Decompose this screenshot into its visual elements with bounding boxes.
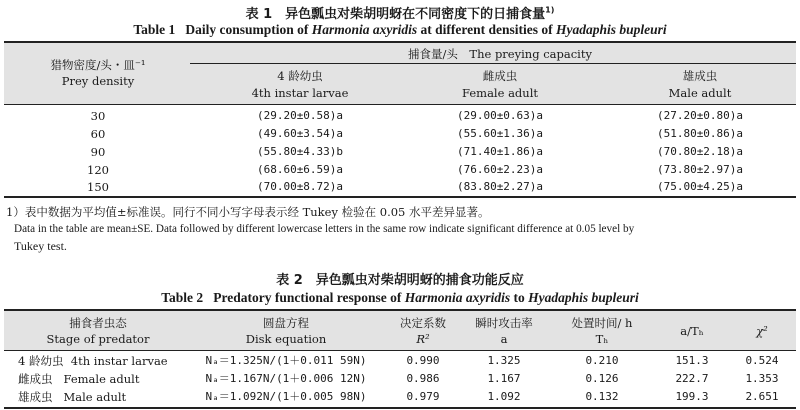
stage-cell: 雌成虫 Female adult bbox=[18, 372, 140, 386]
a-th-header: a/Tₕ bbox=[680, 324, 704, 338]
r2-header-cn: 决定系数 bbox=[400, 316, 446, 330]
density-cell: 60 bbox=[90, 127, 106, 141]
equation-cell: Nₐ＝1.167N/(1＋0.006 12N) bbox=[205, 372, 367, 385]
prey-density-header-en: Prey density bbox=[61, 74, 135, 88]
chi2-header: χ² bbox=[756, 324, 768, 338]
handling-time-cell: 0.126 bbox=[585, 372, 619, 385]
a-th-cell: 151.3 bbox=[675, 354, 709, 367]
stage-cell: 4 龄幼虫 4th instar larvae bbox=[18, 354, 168, 368]
handling-time-header-cn: 处置时间/ h bbox=[571, 316, 633, 330]
r2-cell: 0.986 bbox=[406, 372, 440, 385]
table1-capacity-rule bbox=[190, 63, 796, 64]
r2-cell: 0.990 bbox=[406, 354, 440, 367]
col-header-female-en: Female adult bbox=[462, 86, 538, 100]
equation-cell: Nₐ＝1.325N/(1＋0.011 59N) bbox=[205, 354, 367, 367]
r2-header-en: R² bbox=[416, 332, 430, 346]
chi2-cell: 1.353 bbox=[745, 372, 779, 385]
female-cell: (29.00±0.63)a bbox=[456, 109, 544, 122]
table1-caption-en: Table 1 Daily consumption of Harmonia axyridis at different densities of Hyadaphis bupleuri bbox=[133, 22, 667, 37]
male-cell: (73.80±2.97)a bbox=[656, 163, 744, 176]
table1-bottom-rule bbox=[4, 196, 796, 198]
male-cell: (51.80±0.86)a bbox=[656, 127, 744, 140]
stage-header-cn: 捕食者虫态 bbox=[69, 316, 127, 330]
handling-time-cell: 0.210 bbox=[585, 354, 619, 367]
col-header-larvae-cn: 4 龄幼虫 bbox=[277, 69, 323, 83]
larvae-cell: (49.60±3.54)a bbox=[256, 127, 344, 140]
col-header-larvae-en: 4th instar larvae bbox=[251, 86, 349, 100]
chi2-cell: 2.651 bbox=[745, 390, 779, 403]
attack-rate-cell: 1.325 bbox=[487, 354, 521, 367]
col-header-male-en: Male adult bbox=[668, 86, 732, 100]
stage-header-en: Stage of predator bbox=[46, 332, 150, 346]
female-cell: (83.80±2.27)a bbox=[456, 180, 544, 193]
density-cell: 120 bbox=[87, 163, 109, 177]
female-cell: (76.60±2.23)a bbox=[456, 163, 544, 176]
table1-note-cn: 1）表中数据为平均值±标准误。同行不同小写字母表示经 Tukey 检验在 0.05 水平差异显著。 bbox=[6, 205, 490, 219]
larvae-cell: (29.20±0.58)a bbox=[256, 109, 344, 122]
female-cell: (55.60±1.36)a bbox=[456, 127, 544, 140]
a-th-cell: 222.7 bbox=[675, 372, 709, 385]
attack-rate-cell: 1.092 bbox=[487, 390, 521, 403]
col-header-female-cn: 雌成虫 bbox=[482, 69, 518, 83]
attack-rate-header-en: a bbox=[500, 332, 508, 346]
table1-top-rule bbox=[4, 41, 796, 43]
attack-rate-header-cn: 瞬时攻击率 bbox=[475, 316, 533, 330]
larvae-cell: (70.00±8.72)a bbox=[256, 180, 344, 193]
col-header-male-cn: 雄成虫 bbox=[682, 69, 718, 83]
a-th-cell: 199.3 bbox=[675, 390, 709, 403]
attack-rate-cell: 1.167 bbox=[487, 372, 521, 385]
equation-header-en: Disk equation bbox=[245, 332, 327, 346]
table1-note-en-line1: Data in the table are mean±SE. Data followed by different lowercase letters in the same row indicate significant difference at 0.05 level by bbox=[14, 223, 635, 235]
table2-header-rule bbox=[4, 350, 796, 351]
male-cell: (70.80±2.18)a bbox=[656, 145, 744, 158]
male-cell: (27.20±0.80)a bbox=[656, 109, 744, 122]
r2-cell: 0.979 bbox=[406, 390, 440, 403]
table2-top-rule bbox=[4, 309, 796, 311]
table2-bottom-rule bbox=[4, 407, 796, 409]
stage-cell: 雄成虫 Male adult bbox=[18, 390, 127, 404]
table1-header-rule bbox=[4, 104, 796, 105]
female-cell: (71.40±1.86)a bbox=[456, 145, 544, 158]
equation-cell: Nₐ＝1.092N/(1＋0.005 98N) bbox=[205, 390, 367, 403]
larvae-cell: (68.60±6.59)a bbox=[256, 163, 344, 176]
handling-time-header-en: Tₕ bbox=[595, 332, 609, 346]
prey-density-header-cn: 猎物密度/头・皿⁻¹ bbox=[50, 58, 146, 72]
table2-caption-en: Table 2 Predatory functional response of Harmonia axyridis to Hyadaphis bupleuri bbox=[161, 290, 639, 305]
preying-capacity-header: 捕食量/头 The preying capacity bbox=[408, 47, 592, 61]
table1-caption-cn: 表 1 异色瓢虫对柴胡明蚜在不同密度下的日捕食量$^{1)}$ bbox=[245, 5, 555, 22]
density-cell: 30 bbox=[90, 109, 106, 123]
handling-time-cell: 0.132 bbox=[585, 390, 619, 403]
table2-caption-cn: 表 2 异色瓢虫对柴胡明蚜的捕食功能反应 bbox=[276, 273, 524, 288]
male-cell: (75.00±4.25)a bbox=[656, 180, 744, 193]
larvae-cell: (55.80±4.33)b bbox=[256, 145, 344, 158]
table1-note-en-line2: Tukey test. bbox=[14, 239, 67, 253]
density-cell: 90 bbox=[90, 145, 106, 159]
equation-header-cn: 圆盘方程 bbox=[263, 316, 309, 330]
chi2-cell: 0.524 bbox=[745, 354, 779, 367]
density-cell: 150 bbox=[87, 180, 109, 194]
